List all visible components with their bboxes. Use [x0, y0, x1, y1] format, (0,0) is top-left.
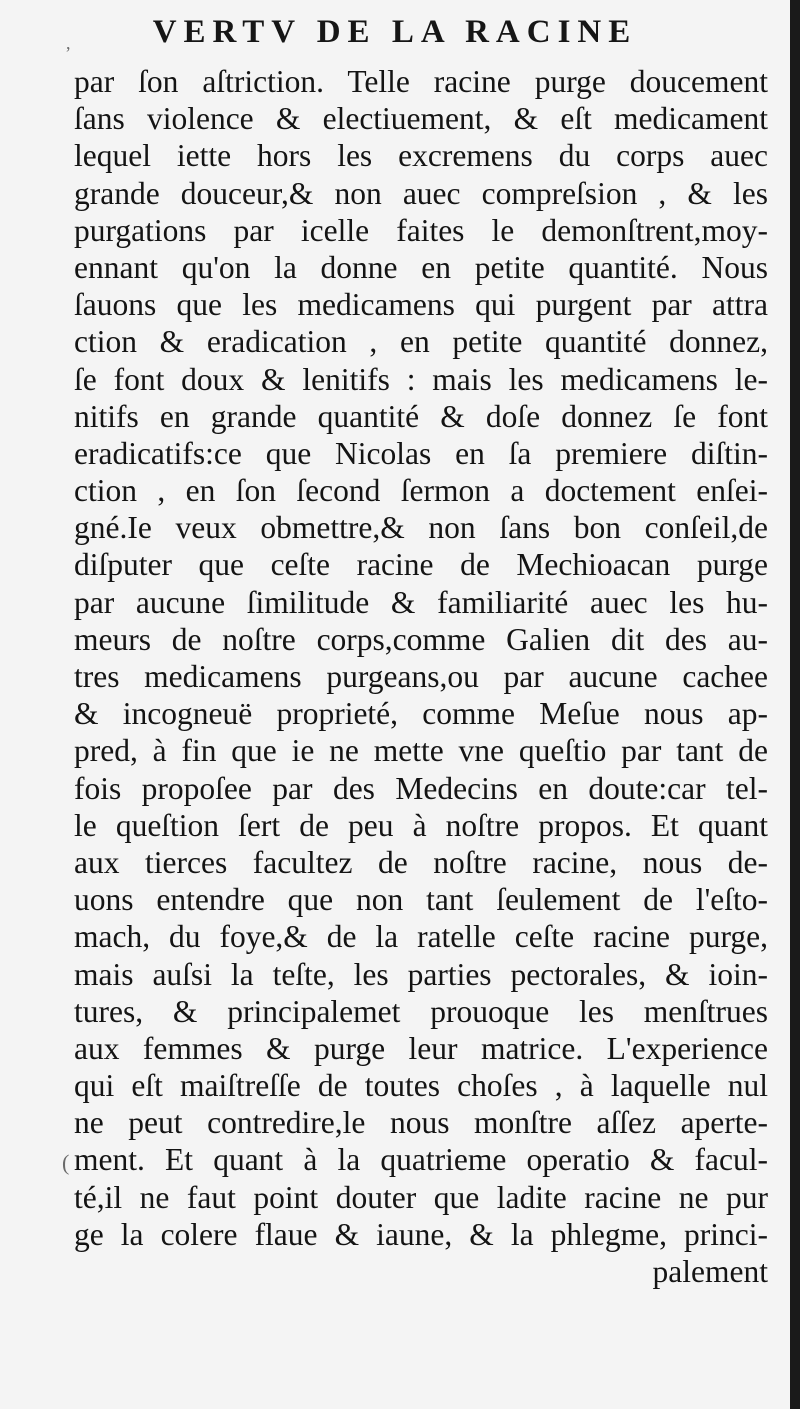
text-line: lequel iette hors les excremens du corps auec: [74, 138, 768, 174]
text-line: grande douceur,& non auec compreſsion , & les: [74, 175, 768, 211]
text-line: mais auſsi la teſte, les parties pectorales, & ioin-: [74, 956, 768, 992]
text-line: tures, & principalemet prouoque les menſtrues: [74, 993, 768, 1029]
text-line: ſe font doux & lenitifs : mais les medicamens le-: [74, 361, 768, 397]
stray-ink-mark: (: [62, 1150, 70, 1175]
text-line: meurs de noſtre corps,comme Galien dit des au-: [74, 621, 768, 657]
text-line: gné.Ie veux obmettre,& non ſans bon conſeil,de: [74, 510, 768, 546]
text-line: & incogneuë proprieté, comme Meſue nous ap-: [74, 696, 768, 732]
text-line: fois propoſee par des Medecins en doute:car tel-: [74, 770, 768, 806]
text-line: ſans violence & electiuement, & eſt medicament: [74, 101, 768, 137]
text-line: ge la colere flaue & iaune, & la phlegme, princi-: [74, 1216, 768, 1252]
text-line: aux femmes & purge leur matrice. L'experience: [74, 1030, 768, 1066]
text-line: purgations par icelle faites le demonſtrent,moy-: [74, 212, 768, 248]
text-line: ennant qu'on la donne en petite quantité. Nous: [74, 249, 768, 285]
running-head: VERTV DE LA RACINE: [152, 14, 638, 50]
text-line: ſauons que les medicamens qui purgent par attra: [74, 287, 768, 323]
body-text: [74, 63, 768, 1290]
text-line: le queſtion ſert de peu à noſtre propos. Et quant: [74, 807, 768, 843]
text-line: ne peut contredire,le nous monſtre aſſez aperte-: [74, 1105, 768, 1141]
text-line: ment. Et quant à la quatrieme operatio & facul-: [74, 1142, 768, 1178]
text-line: té,il ne faut point douter que ladite racine ne pur: [74, 1179, 768, 1215]
text-line: uons entendre que non tant ſeulement de l'eſto-: [74, 882, 768, 918]
text-line: nitifs en grande quantité & doſe donnez ſe font: [74, 398, 768, 434]
text-line: ction & eradication , en petite quantité donnez,: [74, 324, 768, 360]
text-line: pred, à fin que ie ne mette vne queſtio par tant de: [74, 733, 768, 769]
text-line: par aucune ſimilitude & familiarité auec les hu-: [74, 584, 768, 620]
catchword: palement: [652, 1254, 768, 1289]
text-line: aux tierces facultez de noſtre racine, nous de-: [74, 844, 768, 880]
text-line: eradicatifs:ce que Nicolas en ſa premiere diſtin-: [74, 435, 768, 471]
text-line: diſputer que ceſte racine de Mechioacan purge: [74, 547, 768, 583]
text-line: qui eſt maiſtreſſe de toutes choſes , à laquelle nul: [74, 1068, 768, 1104]
text-line: mach, du foye,& de la ratelle ceſte racine purge,: [74, 919, 768, 955]
stray-ink-mark: ,: [66, 33, 71, 53]
text-line: tres medicamens purgeans,ou par aucune cachee: [74, 659, 768, 694]
text-line: par ſon aſtriction. Telle racine purge doucement: [74, 64, 768, 99]
text-line: ction , en ſon ſecond ſermon a doctement enſei-: [74, 473, 768, 509]
